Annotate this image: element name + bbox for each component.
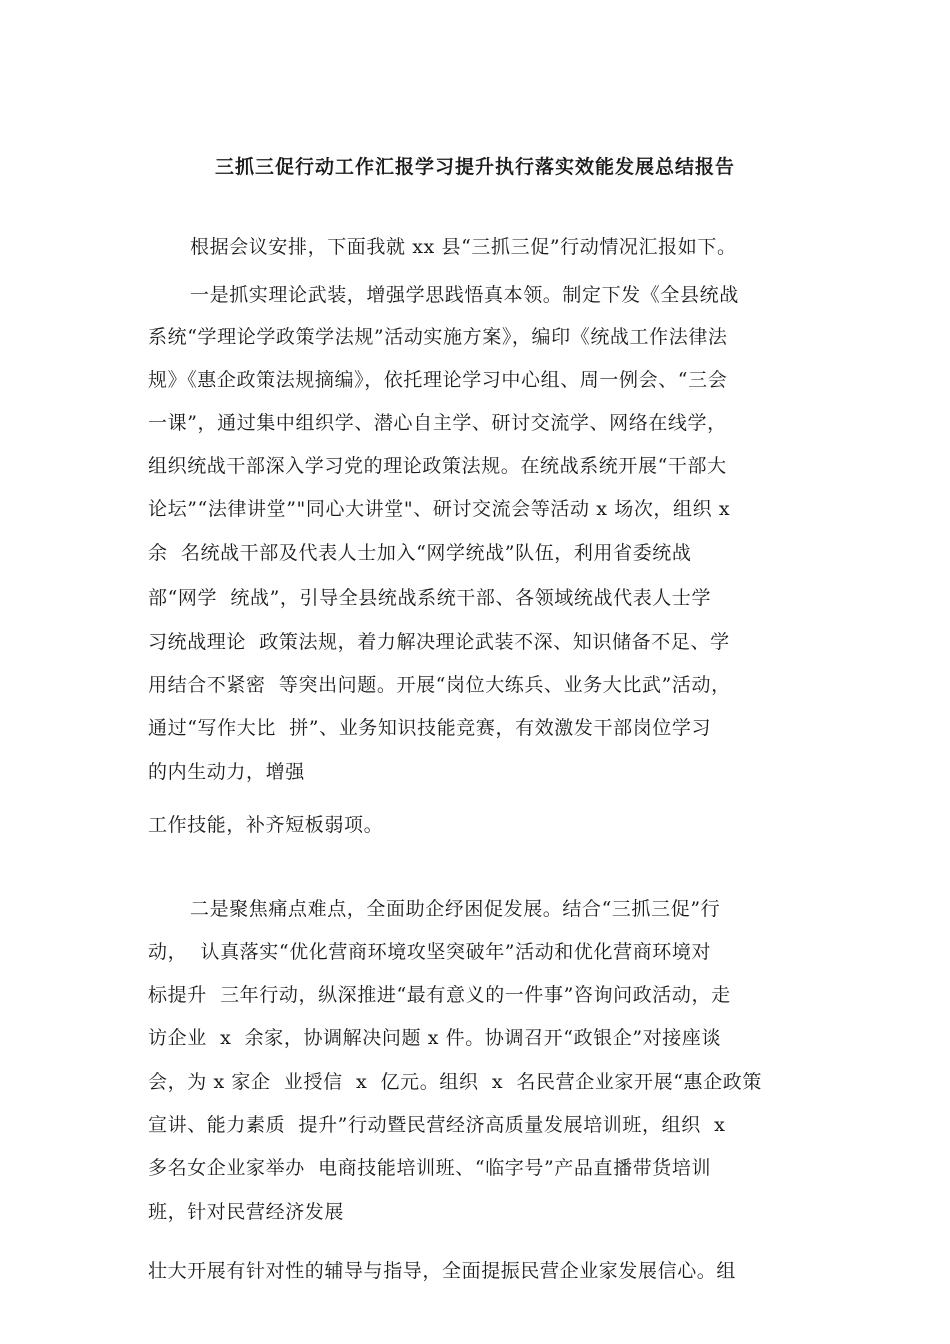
paragraph-line: 会，为 x 家企 业授信 x 亿元。组织 x 名民营企业家开展“惠企政策 [148,1071,762,1093]
paragraph-line: 系统“学理论学政策学法规”活动实施方案》，编印《统战工作法律法 [148,326,728,348]
document-title: 三抓三促行动工作汇报学习提升执行落实效能发展总结报告 [214,156,735,178]
paragraph-line: 宣讲、能力素质 提升”行动暨民营经济高质量发展培训班，组织 x [148,1114,726,1136]
paragraph-line: 部“网学 统战”，引导全县统战系统干部、各领域统战代表人士学 [148,587,712,609]
paragraph-line: 班，针对民营经济发展 [148,1201,345,1223]
paragraph-line: 根据会议安排，下面我就 xx 县“三抓三促”行动情况汇报如下。 [190,236,737,258]
paragraph-line: 壮大开展有针对性的辅导与指导，全面提振民营企业家发展信心。组 [148,1260,737,1282]
paragraph-line: 标提升 三年行动，纵深推进“最有意义的一件事”咨询问政活动，走 [148,984,731,1006]
paragraph-line: 用结合不紧密 等突出问题。开展“岗位大练兵、业务大比武”活动， [148,674,731,696]
paragraph-line: 一是抓实理论武装，增强学思践悟真本领。制定下发《全县统战 [190,284,739,306]
paragraph-line: 论坛”“法律讲堂”"同心大讲堂"、研讨交流会等活动 x 场次，组织 x [148,498,731,520]
paragraph-line: 组织统战干部深入学习党的理论政策法规。在统战系统开展“干部大 [148,455,727,477]
paragraph-line: 二是聚焦痛点难点，全面助企纾困促发展。结合“三抓三促”行 [190,898,721,920]
paragraph-line: 一课”，通过集中组织学、潜心自主学、研讨交流学、网络在线学， [148,412,727,434]
paragraph-line: 余 名统战干部及代表人士加入“网学统战”队伍，利用省委统战 [148,542,692,564]
paragraph-line: 的内生动力，增强 [148,761,305,783]
paragraph-line: 动， 认真落实“优化营商环境攻坚突破年”活动和优化营商环境对 [148,941,712,963]
paragraph-line: 多名女企业家举办 电商技能培训班、“临字号”产品直播带货培训 [148,1157,712,1179]
paragraph-line: 访企业 x 余家，协调解决问题 x 件。协调召开“政银企”对接座谈 [148,1027,722,1049]
paragraph-line: 通过“写作大比 拼”、业务知识技能竞赛，有效激发干部岗位学习 [148,717,712,739]
paragraph-line: 规》《惠企政策法规摘编》，依托理论学习中心组、周一例会、“三会 [148,369,728,391]
paragraph-line: 工作技能，补齐短板弱项。 [148,814,384,836]
paragraph-line: 习统战理论 政策法规，着力解决理论武装不深、知识储备不足、学 [148,631,730,653]
